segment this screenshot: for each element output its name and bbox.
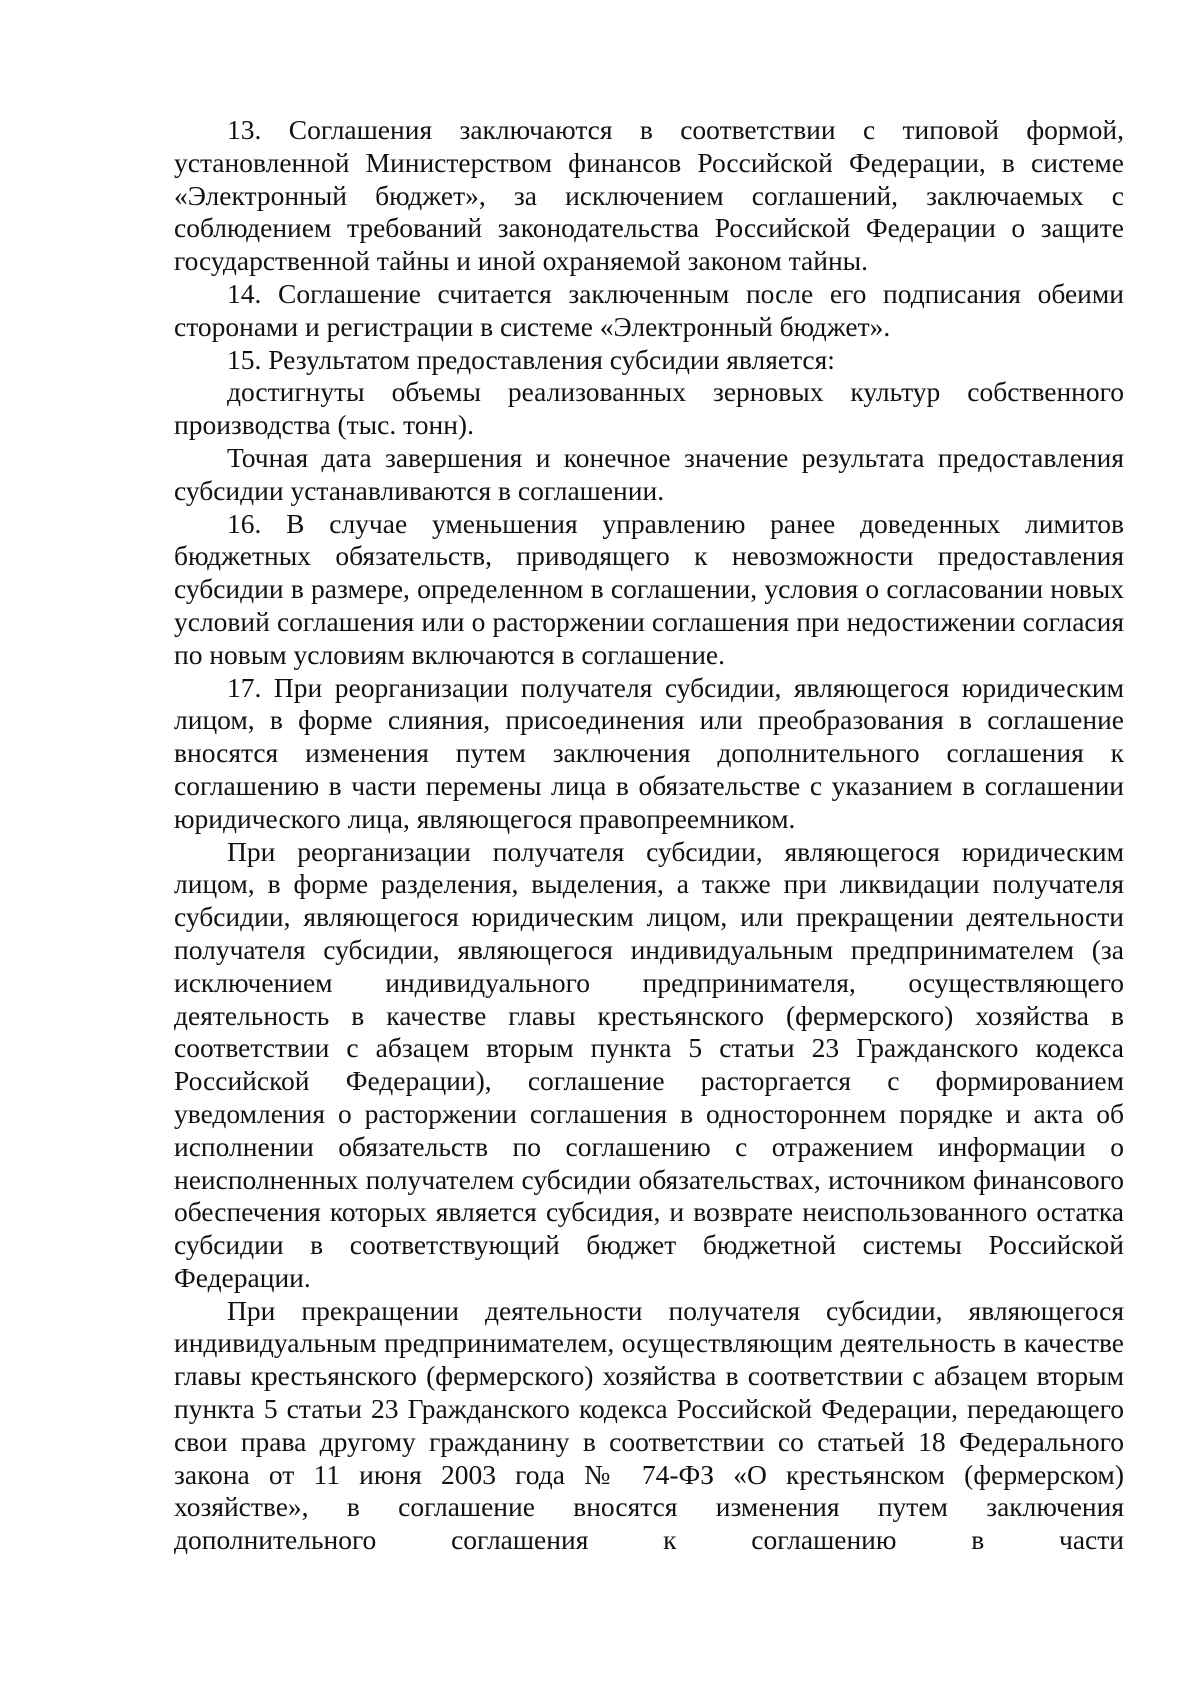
paragraph-17-farm-termination: При прекращении деятельности получателя субсидии, являющегося индивидуальным предпринимателем, осуществляющим деятельность в качестве главы крестьянского (фермерского) хозяйства в соответствии с абзацем вторым пункта 5 статьи 23 Гражданского кодекса Российской Федерации, передающего свои права другому гражданину в соответствии со статьей 18 Федерального закона от 11 июня 2003 года № 74-ФЗ «О крестьянском (фермерском) хозяйстве», в соглашение вносятся изменения путем заключения дополнительного соглашения к соглашению в части: [174, 1294, 1124, 1556]
paragraph-15-subsidy-result: 15. Результатом предоставления субсидии является:: [227, 343, 835, 375]
paragraph-17-reorganization-merger: 17. При реорганизации получателя субсидии, являющегося юридическим лицом, в форме слияния, присоединения или преобразования в соглашение вносятся изменения путем заключения дополнительного соглашения к соглашению в части перемены лица в обязательстве с указанием в соглашении юридического лица, являющегося правопреемником.: [174, 671, 1124, 834]
paragraph-13-agreement-form: 13. Соглашения заключаются в соответствии с типовой формой, установленной Министерством финансов Российской Федерации, в системе «Электронный бюджет», за исключением соглашений, заключаемых с соблюдением требований законодательства Российской Федерации о защите государственной тайны и иной охраняемой законом тайны.: [174, 114, 1124, 277]
paragraph-17-reorganization-division: При реорганизации получателя субсидии, являющегося юридическим лицом, в форме разделения, выделения, а также при ликвидации получателя субсидии, являющегося юридическим лицом, или прекращении деятельности получателя субсидии, являющегося индивидуальным предпринимателем (за исключением индивидуального предпринимателя, осуществляющего деятельность в качестве главы крестьянского (фермерского) хозяйства в соответствии с абзацем вторым пункта 5 статьи 23 Гражданского кодекса Российской Федерации), соглашение расторгается с формированием уведомления о расторжении соглашения в одностороннем порядке и акта об исполнении обязательств по соглашению с отражением информации о неисполненных получателем субсидии обязательствах, источником финансового обеспечения которых является субсидия, и возврате неиспользованного остатка субсидии в соответствующий бюджет бюджетной системы Российской Федерации.: [174, 835, 1124, 1293]
paragraph-15-grain-volumes: достигнуты объемы реализованных зерновых культур собственного производства (тыс. тонн).: [174, 376, 1124, 441]
paragraph-14-agreement-concluded: 14. Соглашение считается заключенным после его подписания обеими сторонами и регистрации в системе «Электронный бюджет».: [174, 277, 1124, 342]
paragraph-15-completion-date: Точная дата завершения и конечное значение результата предоставления субсидии устанавливаются в соглашении.: [174, 441, 1124, 506]
document-page: [174, 114, 1124, 1557]
paragraph-16-limit-reduction: 16. В случае уменьшения управлению ранее доведенных лимитов бюджетных обязательств, приводящего к невозможности предоставления субсидии в размере, определенном в соглашении, условия о согласовании новых условий соглашения или о расторжении соглашения при недостижении согласия по новым условиям включаются в соглашение.: [174, 507, 1124, 670]
